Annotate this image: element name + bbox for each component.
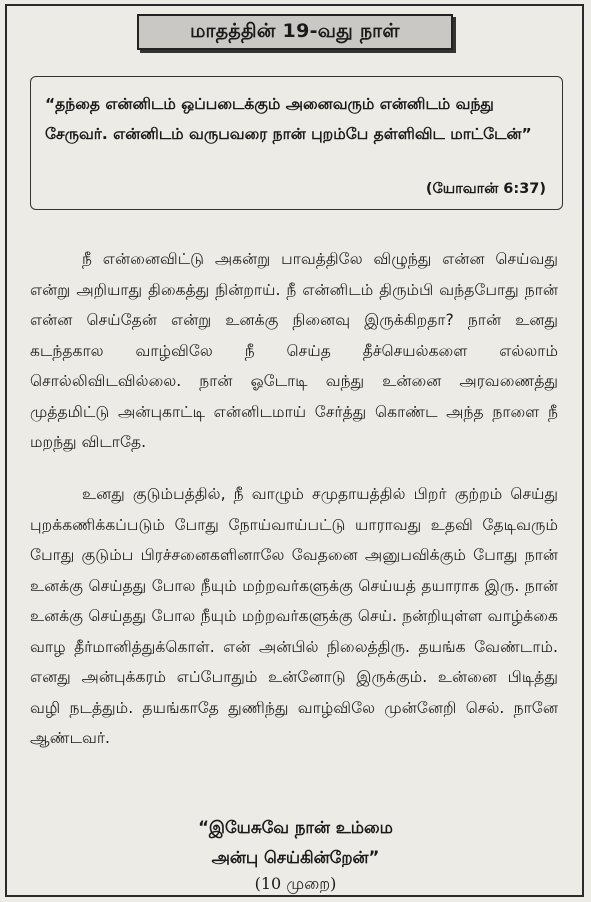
body-paragraph-2: உனது குடும்பத்தில், நீ வாழும் சமுதாயத்தில் பிறர் குற்றம் செய்து புறக்கணிக்கப்படும் போது நோய்வாய்பட்டு யாராவது உதவி தேடிவரும் போது குடும்ப பிரச்சனைகளினாலே வேதனை அனுபவிக்கும் போது நான் உனக்கு செய்தது போல நீயும் மற்றவர்களுக்கு செய்யத் தயாராக இரு. நான் உனக்கு செய்தது போல நீயும் மற்றவர்களுக்கு செய். நன்றியுள்ள வாழ்க்கை வாழ தீர்மானித்துக்கொள். என் அன்பில் நிலைத்திரு. தயங்க வேண்டாம். எனது அன்புக்கரம் எப்போதும் உன்னோடு இருக்கும். உன்னை பிடித்து வழி நடத்தும். தயங்காதே துணிந்து வாழ்விலே முன்னேறி செல். நானே ஆண்டவர். <box>30 485 558 747</box>
body-paragraph-1: நீ என்னைவிட்டு அகன்று பாவத்திலே விழுந்து என்ன செய்வது என்று அறியாது திகைத்து நின்றாய். நீ என்னிடம் திரும்பி வந்தபோது நான் என்ன செய்தேன் என்று உனக்கு நினைவு இருக்கிறதா? நான் உனது கடந்தகால வாழ்விலே நீ செய்த தீச்செயல்களை எல்லாம் சொல்லிவிடவில்லை. நான் ஓடோடி வந்து உன்னை அரவணைத்து முத்தமிட்டு அன்புகாட்டி என்னிடமாய் சேர்த்து கொண்ட அந்த நாளை நீ மறந்து விடாதே. <box>30 250 558 451</box>
closing-prayer-line-1: “இயேசுவே நான் உம்மை <box>198 818 393 837</box>
repeat-count: (10 முறை) <box>254 874 337 893</box>
verse-box <box>30 76 563 210</box>
page-title: மாதத்தின் 19-வது நாள் <box>137 14 453 50</box>
verse-text: “தந்தை என்னிடம் ஒப்படைக்கும் அனைவரும் என்னிடம் வந்து சேருவர். என்னிடம் வருபவரை நான் புறம்பே தள்ளிவிட மாட்டேன்” <box>45 95 532 143</box>
verse-reference: (யோவான் 6:37) <box>425 181 546 197</box>
closing-prayer-line-2: அன்பு செய்கின்றேன்” <box>211 848 380 867</box>
